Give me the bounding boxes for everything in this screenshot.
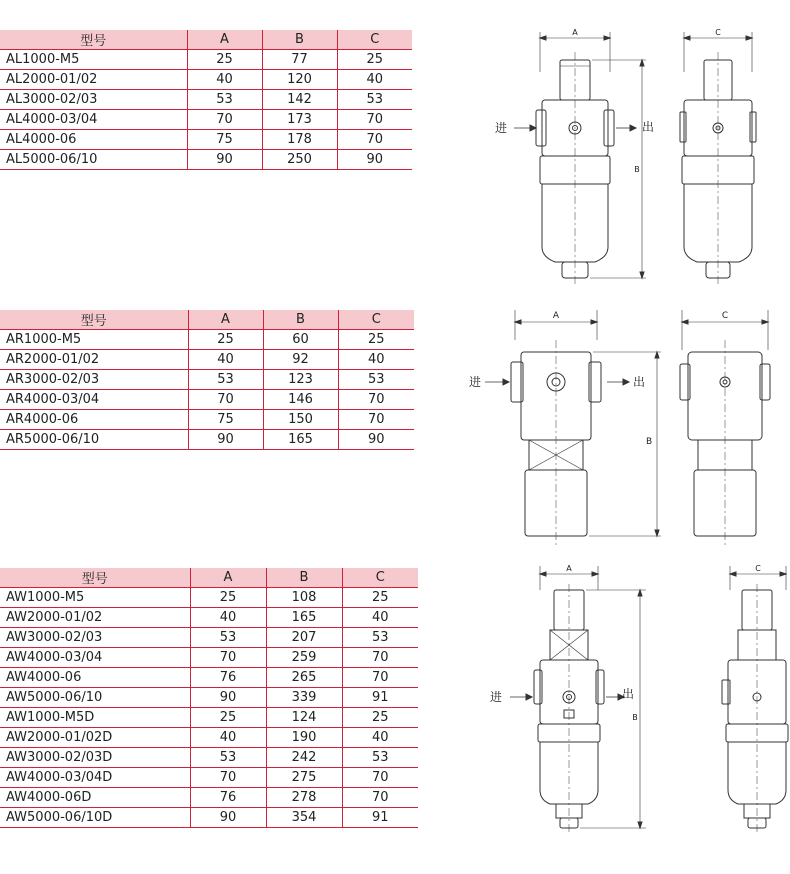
- al-outlet-text: [640, 116, 660, 136]
- a-cell: 25: [187, 50, 262, 70]
- c-cell: 70: [342, 668, 418, 688]
- model-cell: AW5000-06/10D: [0, 808, 190, 828]
- model-cell: AL4000-03/04: [0, 110, 187, 130]
- model-cell: AW3000-02/03D: [0, 748, 190, 768]
- model-cell: AR4000-06: [0, 410, 188, 430]
- model-cell: AW4000-06: [0, 668, 190, 688]
- inlet-label: 进: [495, 121, 508, 135]
- table-row: [0, 808, 418, 828]
- table-row: [0, 628, 418, 648]
- model-cell: AL3000-02/03: [0, 90, 187, 110]
- table-row: [0, 748, 418, 768]
- outlet-label: 出: [633, 375, 646, 389]
- a-cell: 70: [187, 110, 262, 130]
- c-cell: 90: [338, 430, 414, 450]
- b-cell: 339: [266, 688, 342, 708]
- c-cell: 70: [338, 390, 414, 410]
- header-a: A: [187, 30, 262, 50]
- dim-a-label: A: [566, 564, 572, 573]
- c-cell: 40: [337, 70, 412, 90]
- b-cell: 150: [263, 410, 338, 430]
- header-model: 型号: [0, 310, 188, 330]
- b-cell: 259: [266, 648, 342, 668]
- dim-c-label: C: [721, 311, 729, 321]
- table-row: [0, 788, 418, 808]
- a-cell: 25: [190, 588, 266, 608]
- dim-c-label: C: [715, 28, 721, 37]
- aw-side-view-drawing: [710, 560, 790, 840]
- b-cell: 92: [263, 350, 338, 370]
- header-c: C: [338, 310, 414, 330]
- header-b: B: [262, 30, 337, 50]
- model-cell: AL2000-01/02: [0, 70, 187, 90]
- model-cell: AW5000-06/10: [0, 688, 190, 708]
- b-cell: 120: [262, 70, 337, 90]
- inlet-label: 进: [469, 375, 482, 389]
- model-cell: AL5000-06/10: [0, 150, 187, 170]
- model-cell: AL1000-M5: [0, 50, 187, 70]
- model-cell: AW4000-03/04: [0, 648, 190, 668]
- c-cell: 53: [342, 748, 418, 768]
- outlet-label: 出: [642, 120, 655, 134]
- table-row: [0, 768, 418, 788]
- table-row: [0, 648, 418, 668]
- b-cell: 278: [266, 788, 342, 808]
- a-cell: 53: [188, 370, 263, 390]
- al-dimension-table: [0, 30, 412, 170]
- b-cell: 146: [263, 390, 338, 410]
- model-cell: AR1000-M5: [0, 330, 188, 350]
- a-cell: 70: [190, 648, 266, 668]
- c-cell: 25: [342, 588, 418, 608]
- model-cell: AW4000-03/04D: [0, 768, 190, 788]
- header-a: A: [188, 310, 263, 330]
- a-cell: 40: [188, 350, 263, 370]
- c-cell: 53: [337, 90, 412, 110]
- b-cell: 173: [262, 110, 337, 130]
- table-row: [0, 330, 414, 350]
- c-cell: 40: [342, 728, 418, 748]
- c-cell: 25: [338, 330, 414, 350]
- a-cell: 90: [190, 808, 266, 828]
- a-cell: 90: [187, 150, 262, 170]
- header-model: 型号: [0, 568, 190, 588]
- ar-dim-b-text: [640, 430, 660, 450]
- model-cell: AR5000-06/10: [0, 430, 188, 450]
- model-cell: AW4000-06D: [0, 788, 190, 808]
- header-c: C: [337, 30, 412, 50]
- c-cell: 25: [337, 50, 412, 70]
- c-cell: 53: [338, 370, 414, 390]
- table-row: [0, 728, 418, 748]
- b-cell: 123: [263, 370, 338, 390]
- ar-front-view-drawing: [465, 300, 665, 550]
- table-row: [0, 90, 412, 110]
- table-row: [0, 130, 412, 150]
- b-cell: 190: [266, 728, 342, 748]
- a-cell: 76: [190, 788, 266, 808]
- header-b: B: [266, 568, 342, 588]
- b-cell: 207: [266, 628, 342, 648]
- c-cell: 70: [342, 788, 418, 808]
- c-cell: 90: [337, 150, 412, 170]
- c-cell: 70: [342, 768, 418, 788]
- b-cell: 354: [266, 808, 342, 828]
- dim-b-label: B: [632, 713, 638, 722]
- outlet-label: 出: [622, 687, 635, 701]
- dim-a-label: A: [552, 311, 560, 321]
- header-c: C: [342, 568, 418, 588]
- model-cell: AW2000-01/02: [0, 608, 190, 628]
- dim-a-label: A: [572, 28, 578, 37]
- a-cell: 40: [190, 608, 266, 628]
- b-cell: 178: [262, 130, 337, 150]
- a-cell: 90: [188, 430, 263, 450]
- c-cell: 91: [342, 688, 418, 708]
- a-cell: 25: [188, 330, 263, 350]
- header-a: A: [190, 568, 266, 588]
- dim-b-label: B: [634, 165, 640, 174]
- table-row: [0, 688, 418, 708]
- table-row: [0, 410, 414, 430]
- b-cell: 108: [266, 588, 342, 608]
- dim-b-label: B: [646, 437, 653, 447]
- model-cell: AW1000-M5: [0, 588, 190, 608]
- a-cell: 53: [190, 628, 266, 648]
- a-cell: 25: [190, 708, 266, 728]
- c-cell: 53: [342, 628, 418, 648]
- a-cell: 76: [190, 668, 266, 688]
- c-cell: 70: [337, 130, 412, 150]
- b-cell: 124: [266, 708, 342, 728]
- model-cell: AR3000-02/03: [0, 370, 188, 390]
- model-cell: AW3000-02/03: [0, 628, 190, 648]
- b-cell: 242: [266, 748, 342, 768]
- a-cell: 40: [190, 728, 266, 748]
- b-cell: 275: [266, 768, 342, 788]
- c-cell: 40: [338, 350, 414, 370]
- table-row: [0, 70, 412, 90]
- a-cell: 53: [187, 90, 262, 110]
- table-row: [0, 668, 418, 688]
- table-row: [0, 370, 414, 390]
- table-row: [0, 110, 412, 130]
- dim-c-label: C: [755, 564, 761, 573]
- b-cell: 165: [263, 430, 338, 450]
- table-row: [0, 390, 414, 410]
- b-cell: 265: [266, 668, 342, 688]
- model-cell: AR2000-01/02: [0, 350, 188, 370]
- table-row: [0, 50, 412, 70]
- b-cell: 250: [262, 150, 337, 170]
- ar-dimension-table: [0, 310, 414, 450]
- c-cell: 70: [338, 410, 414, 430]
- al-side-view-drawing: [670, 22, 780, 292]
- b-cell: 77: [262, 50, 337, 70]
- a-cell: 40: [187, 70, 262, 90]
- model-cell: AW1000-M5D: [0, 708, 190, 728]
- inlet-label: 进: [490, 690, 503, 704]
- table-row: [0, 588, 418, 608]
- model-cell: AW2000-01/02D: [0, 728, 190, 748]
- table-row: [0, 150, 412, 170]
- a-cell: 75: [188, 410, 263, 430]
- header-b: B: [263, 310, 338, 330]
- c-cell: 91: [342, 808, 418, 828]
- c-cell: 70: [337, 110, 412, 130]
- table-row: [0, 708, 418, 728]
- c-cell: 25: [342, 708, 418, 728]
- a-cell: 75: [187, 130, 262, 150]
- a-cell: 70: [188, 390, 263, 410]
- table-row: [0, 350, 414, 370]
- al-front-view-drawing: [480, 22, 650, 292]
- aw-dimension-table: [0, 568, 418, 828]
- b-cell: 142: [262, 90, 337, 110]
- aw-outlet-text: [620, 683, 640, 703]
- c-cell: 70: [342, 648, 418, 668]
- table-row: [0, 430, 414, 450]
- ar-side-view-drawing: [670, 300, 780, 550]
- a-cell: 53: [190, 748, 266, 768]
- c-cell: 40: [342, 608, 418, 628]
- b-cell: 60: [263, 330, 338, 350]
- model-cell: AL4000-06: [0, 130, 187, 150]
- header-model: 型号: [0, 30, 187, 50]
- a-cell: 90: [190, 688, 266, 708]
- b-cell: 165: [266, 608, 342, 628]
- model-cell: AR4000-03/04: [0, 390, 188, 410]
- a-cell: 70: [190, 768, 266, 788]
- table-row: [0, 608, 418, 628]
